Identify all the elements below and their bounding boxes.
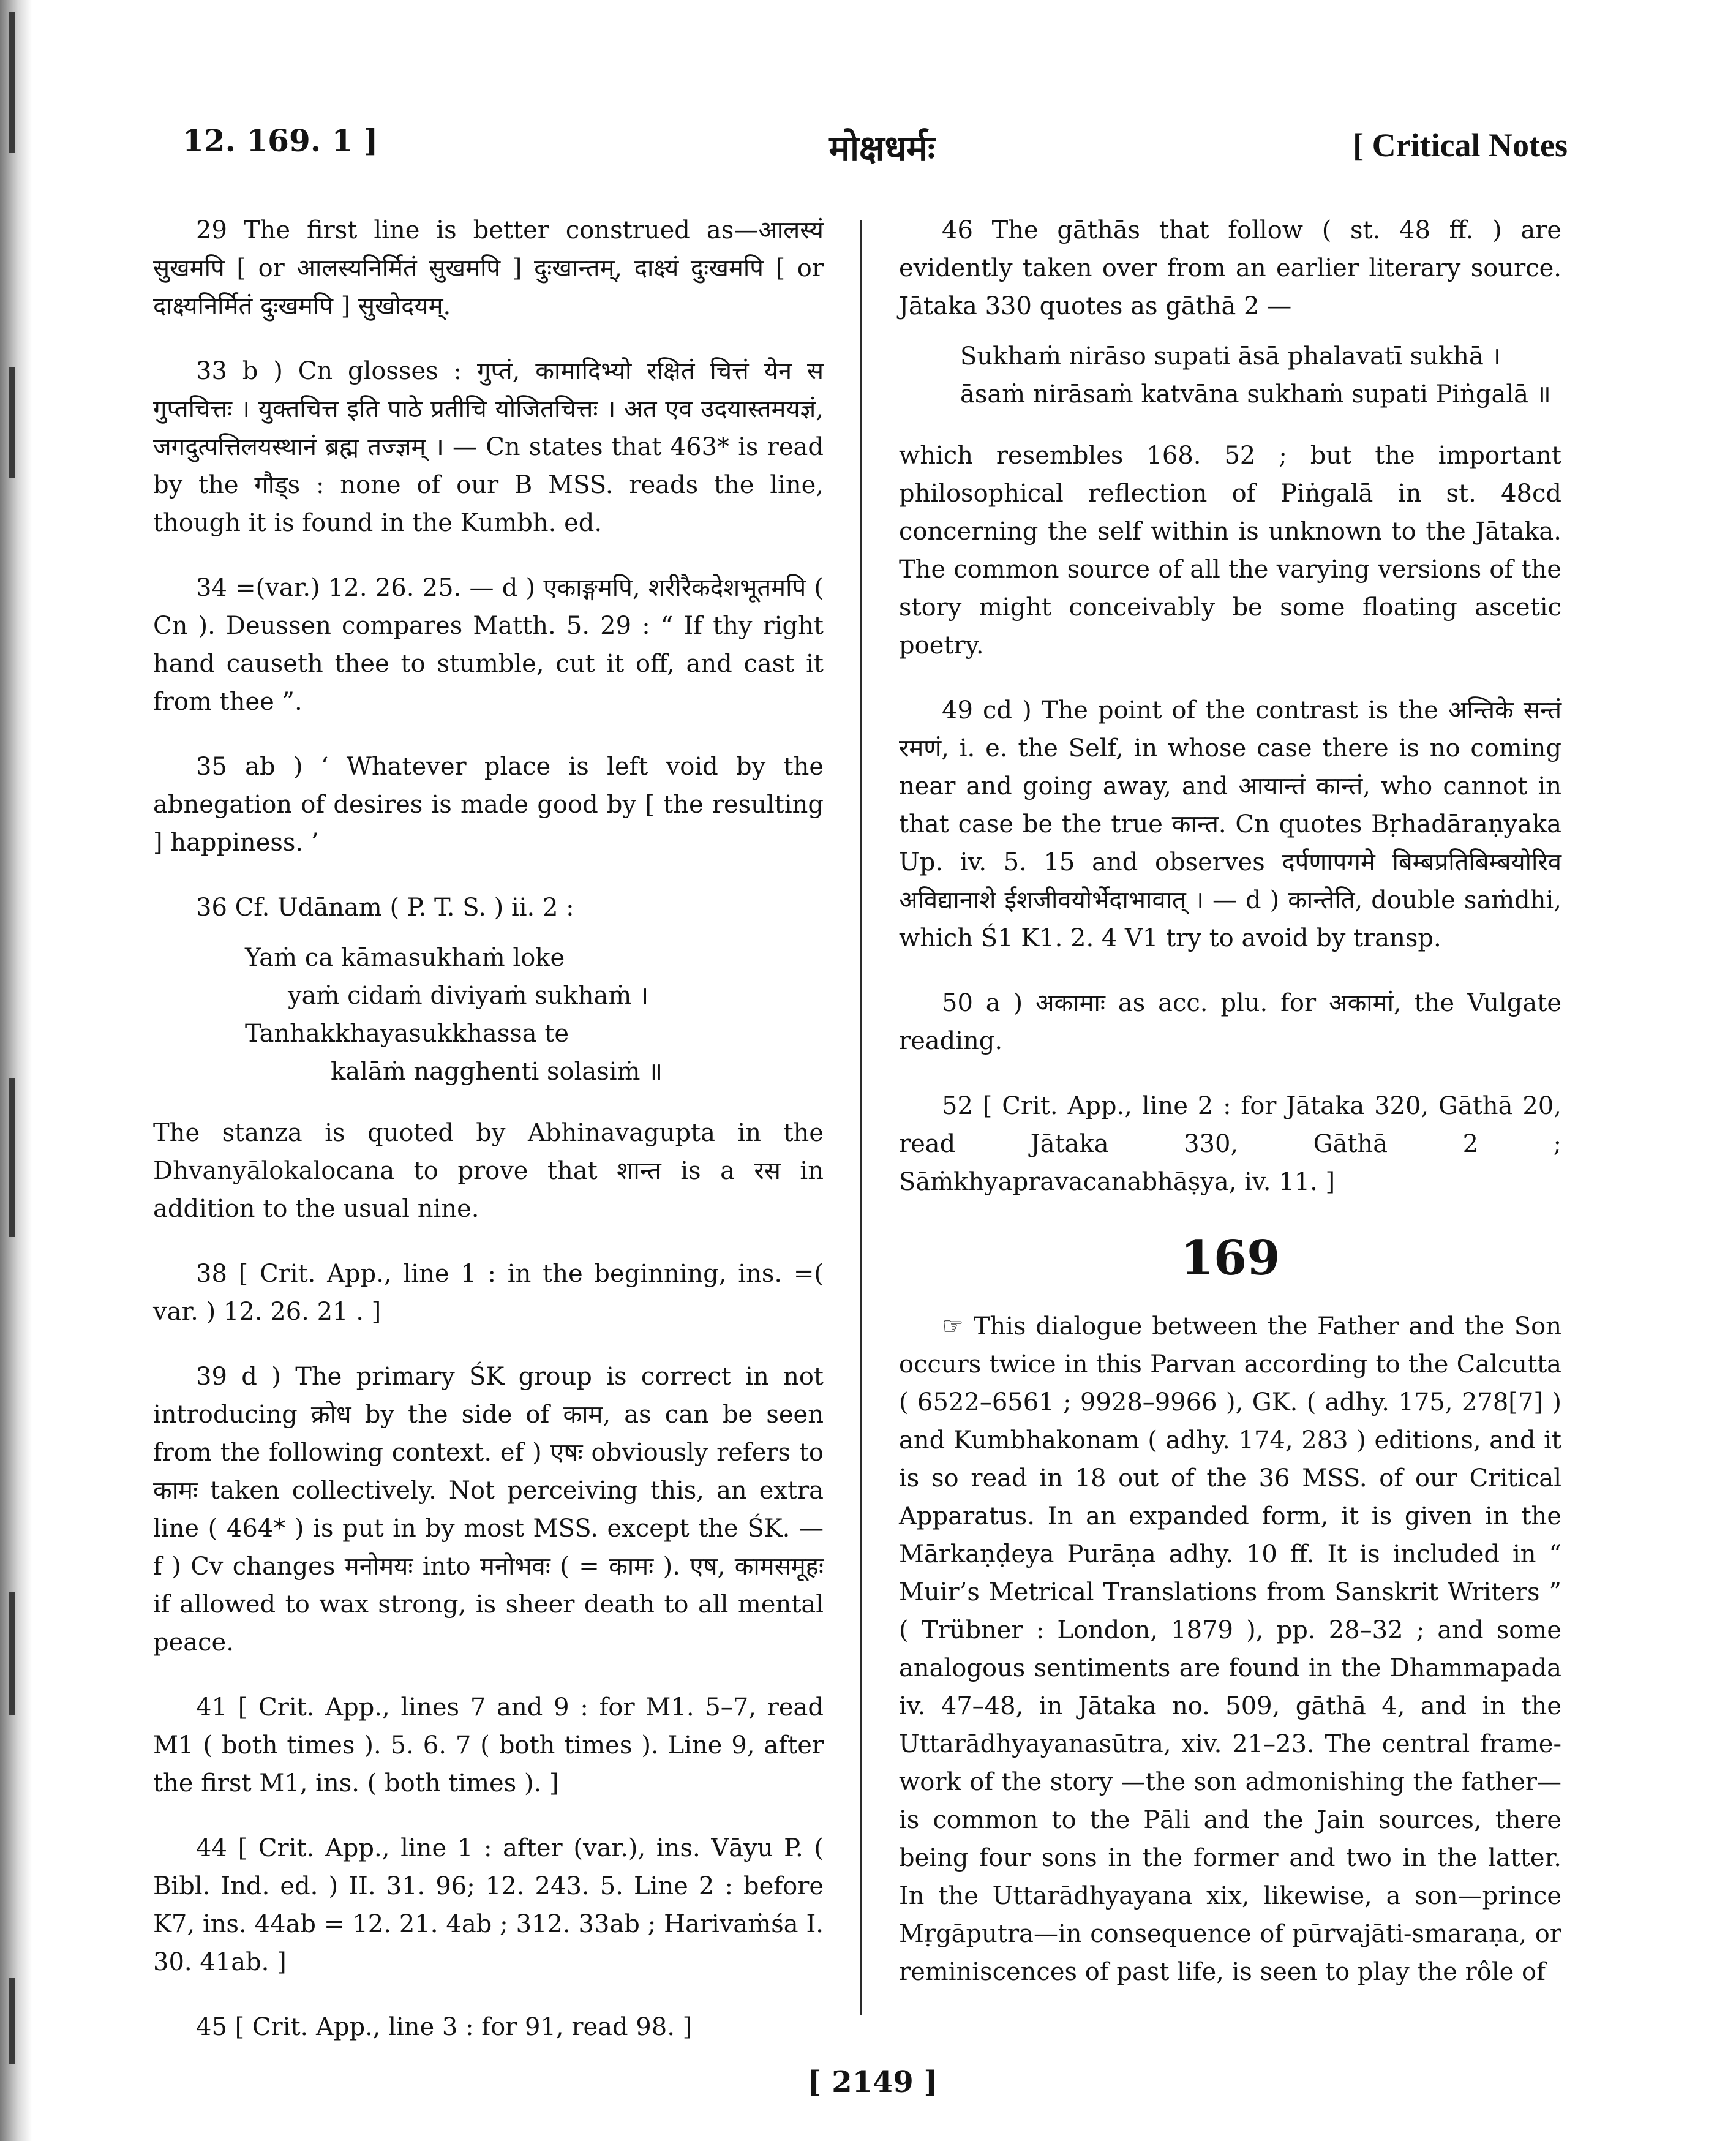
page-number: [ 2149 ] (807, 2065, 938, 2099)
section-169-intro (899, 1308, 1561, 1991)
header-reference: 12. 169. 1 ] (182, 122, 378, 159)
note-49: 49 cd ) The point of the contrast is the अन्तिके सन्तं रमणं, i. e. the Self, in whose case there is no coming near and going away, and आयान्तं कान्तं, who cannot in that case be the true कान्त. Cn quotes Bṛhadāraṇyaka Up. iv. 5. 15 and observes दर्पणापगमे बिम्बप्रतिबिम्बयोरिव अविद्यानाशे ईशजीवयोर्भेदाभावात् । — d ) कान्तेति, double saṁdhi, which Ś1 K1. 2. 4 V1 try to avoid by transp. (899, 696, 1561, 952)
note-46-continuation: which resembles 168. 52 ; but the important philosophical reflection of Piṅgalā in st. 48cd concerning the self within is unknown to the Jātaka. The common source of all the varying versions of the story might conceivably be some floating ascetic poetry. (899, 442, 1561, 660)
verse-udanam (153, 939, 824, 1091)
note-41: 41 [ Crit. App., lines 7 and 9 : for M1. 5–7, read M1 ( both times ). 5. 6. 7 ( both times ). Line 9, after the first M1, ins. ( both times ). ] (153, 1693, 824, 1797)
verse-line: Tanhakkhayasukkhassa te (245, 1020, 569, 1048)
note-44: 44 [ Crit. App., line 1 : after (var.), ins. Vāyu P. ( Bibl. Ind. ed. ) II. 31. 96; 12. 243. 5. Line 2 : before K7, ins. 44ab = 12. 21. 4ab ; 312. 33ab ; Harivaṁśa I. 30. 41ab. ] (153, 1834, 824, 1976)
note-34: 34 =(var.) 12. 26. 25. — d ) एकाङ्गमपि, शरीरैकदेशभूतमपि ( Cn ). Deussen compares Matth. 5. 29 : “ If thy right hand causeth thee to stumble, cut it off, and cast it from thee ”. (153, 574, 824, 716)
column-divider (860, 220, 862, 2015)
right-column (899, 211, 1561, 2018)
header-title: मोक्षधर्मः (829, 127, 935, 169)
header-section-label: [ Critical Notes (1353, 127, 1568, 164)
note-33: 33 b ) Cn glosses : गुप्तं, कामादिभ्यो रक्षितं चित्तं येन स गुप्तचित्तः । युक्तचित्त इति पाठे प्रतीचि योजितचित्तः । अत एव उदयास्तमयज्ञं, जगदुत्पत्तिलयस्थानं ब्रह्म तज्ज्ञम् । — Cn states that 463* is read by the गौड्s : none of our B MSS. reads the line, though it is found in the Kumbh. ed. (153, 357, 824, 537)
binding-mark (9, 1592, 15, 1715)
verse-line: Sukhaṁ nirāso supati āsā phalavatī sukhā । (960, 342, 1501, 371)
verse-jataka (899, 337, 1561, 413)
note-36-continuation: The stanza is quoted by Abhinavagupta in the Dhvanyālokalocana to prove that शान्त is a रस in addition to the usual nine. (153, 1119, 824, 1223)
section-number: 169 (1180, 1230, 1280, 1286)
note-29: 29 The first line is better construed as—आलस्यं सुखमपि [ or आलस्यनिर्मितं सुखमपि ] दुःखान्तम्, दाक्ष्यं दुःखमपि [ or दाक्ष्यनिर्मितं दुःखमपि ] सुखोदयम्. (153, 216, 824, 320)
scan-edge-shadow (0, 0, 32, 2141)
section-169-text: This dialogue between the Father and the Son occurs twice in this Parvan according to the Calcutta ( 6522–6561 ; 9928–9966 ), GK. ( adhy. 175, 278[7] ) and Kumbhakonam ( adhy. 174, 283 ) editions, and it is so read in 18 out of the 36 MSS. of our Critical Apparatus. In an expanded form, it is given in the Mārkaṇḍeya Purāṇa adhy. 10 ff. It is included in “ Muir’s Metrical Translations from Sanskrit Writers ” ( Trübner : London, 1879 ), pp. 28–32 ; and some analogous sentiments are found in the Dhammapada iv. 47–48, in Jātaka no. 509, gāthā 4, and in the Uttarādhyayanasūtra, xiv. 21–23. The central frame-work of the story —the son admonishing the father—is common to the Pāli and the Jain sources, there being four sons in the former and two in the latter. In the Uttarādhyayana xix, likewise, a son—prince Mṛgāputra—in consequence of pūrvajāti-smaraṇa, or reminiscences of past life, is seen to play the rôle of (899, 1312, 1561, 1986)
binding-mark (9, 1078, 15, 1237)
page-header (0, 122, 1736, 196)
binding-mark (9, 367, 15, 478)
note-52: 52 [ Crit. App., line 2 : for Jātaka 320, Gāthā 20, read Jātaka 330, Gāthā 2 ; Sāṁkhyapravacanabhāṣya, iv. 11. ] (899, 1092, 1561, 1196)
note-45: 45 [ Crit. App., line 3 : for 91, read 98. ] (196, 2013, 693, 2041)
verse-line: kalāṁ nagghenti solasiṁ ॥ (331, 1058, 663, 1086)
left-column (153, 211, 824, 2073)
note-39: 39 d ) The primary ŚK group is correct in not introducing क्रोध by the side of काम, as can be seen from the following context. ef ) एषः obviously refers to कामः taken collectively. Not perceiving this, an extra line ( 464* ) is put in by most MSS. except the ŚK. — f ) Cv changes मनोमयः into मनोभवः ( = कामः ). एष, कामसमूहः if allowed to wax strong, is sheer death to all mental peace. (153, 1363, 824, 1657)
binding-mark (9, 1978, 15, 2064)
verse-line: yaṁ cidaṁ diviyaṁ sukhaṁ । (288, 982, 649, 1010)
note-36: 36 Cf. Udānam ( P. T. S. ) ii. 2 : (196, 894, 574, 922)
note-35: 35 ab ) ‘ Whatever place is left void by the abnegation of desires is made good by [ the resulting ] happiness. ’ (153, 753, 824, 857)
verse-line: Yaṁ ca kāmasukhaṁ loke (245, 944, 565, 972)
note-46: 46 The gāthās that follow ( st. 48 ff. ) are evidently taken over from an earlier literary source. Jātaka 330 quotes as gāthā 2 — (899, 216, 1561, 320)
pointing-hand-icon: ☞ (942, 1312, 964, 1341)
verse-line: āsaṁ nirāsaṁ katvāna sukhaṁ supati Piṅgalā ॥ (960, 380, 1551, 408)
note-50: 50 a ) अकामाः as acc. plu. for अकामां, the Vulgate reading. (899, 989, 1561, 1055)
note-38: 38 [ Crit. App., line 1 : in the beginning, ins. =( var. ) 12. 26. 21 . ] (153, 1260, 824, 1326)
